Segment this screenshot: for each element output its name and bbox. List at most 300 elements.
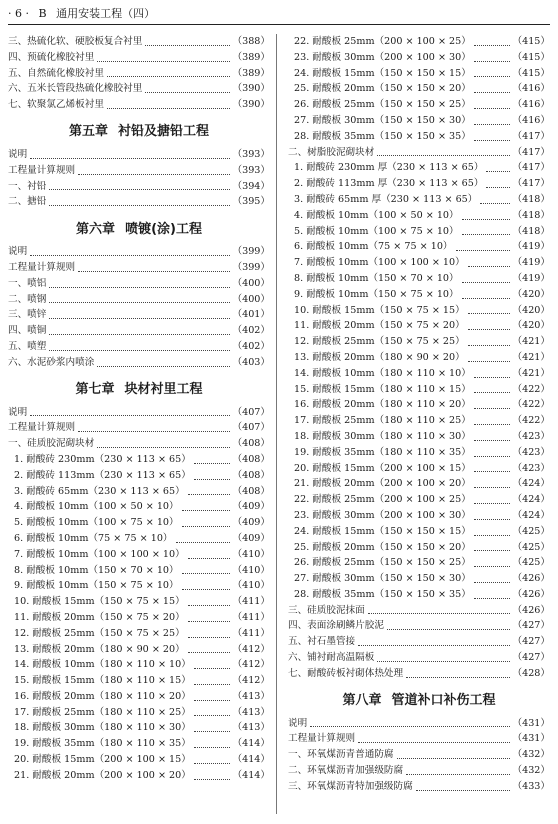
toc-subentry[interactable] <box>288 524 550 540</box>
entry-title: 二、喷钢 <box>8 293 47 305</box>
dot-leader <box>474 440 510 441</box>
toc-subentry[interactable] <box>288 571 550 587</box>
page-ref: （415） <box>512 51 550 63</box>
toc-subentry[interactable] <box>8 610 270 626</box>
dot-leader <box>30 255 229 256</box>
page-ref: （417） <box>512 146 550 158</box>
toc-entry[interactable] <box>8 405 270 421</box>
toc-subentry[interactable] <box>288 397 550 413</box>
dot-leader <box>49 350 229 351</box>
page-ref: （432） <box>512 765 550 777</box>
dot-leader <box>194 700 230 701</box>
page-ref: （424） <box>512 494 550 506</box>
entry-title: 四、表面涂刷鳞片胶泥 <box>288 620 384 632</box>
toc-subentry[interactable] <box>288 50 550 66</box>
dot-leader <box>474 535 510 536</box>
page-ref: （389） <box>232 67 270 79</box>
toc-subentry[interactable] <box>8 657 270 673</box>
toc-subentry[interactable] <box>288 34 550 50</box>
dot-leader <box>486 171 509 172</box>
toc-entry[interactable] <box>288 747 550 763</box>
toc-subentry[interactable] <box>8 515 270 531</box>
entry-title: 一、喷铝 <box>8 277 47 289</box>
dot-leader <box>97 366 229 367</box>
page-ref: （420） <box>512 304 550 316</box>
page-ref: （417） <box>512 130 550 142</box>
dot-leader <box>474 582 510 583</box>
entry-title: 一、硅质胶泥砌块材 <box>8 438 95 450</box>
entry-title: 17. 耐酸板 25mm（180 × 110 × 25） <box>294 415 471 427</box>
toc-subentry[interactable] <box>288 81 550 97</box>
page-ref: （425） <box>512 541 550 553</box>
page-header <box>8 6 550 22</box>
toc-subentry[interactable] <box>288 224 550 240</box>
toc-entry[interactable] <box>288 763 550 779</box>
entry-title: 一、环氧煤沥青普通防腐 <box>288 749 394 761</box>
page-ref: （426） <box>512 604 550 616</box>
page-ref: （422） <box>512 399 550 411</box>
entry-title: 工程量计算规则 <box>8 261 76 273</box>
entry-title: 20. 耐酸板 15mm（200 × 100 × 15） <box>294 462 471 474</box>
dot-leader <box>474 566 510 567</box>
dot-leader <box>474 92 510 93</box>
page-ref: （393） <box>232 164 270 176</box>
toc-entry[interactable] <box>8 260 270 276</box>
dot-leader <box>194 763 230 764</box>
entry-title: 11. 耐酸板 20mm（150 × 75 × 20） <box>14 611 185 623</box>
toc-subentry[interactable] <box>288 239 550 255</box>
page-ref: （416） <box>512 83 550 95</box>
entry-title: 2. 耐酸砖 113mm（230 × 113 × 65） <box>14 469 191 481</box>
entry-title: 5. 耐酸板 10mm（100 × 75 × 10） <box>14 517 179 529</box>
page-ref: （408） <box>232 438 270 450</box>
page-ref: （411） <box>232 596 270 608</box>
entry-title: 六、铺衬耐高温隔板 <box>288 652 375 664</box>
entry-title: 26. 耐酸板 25mm（150 × 150 × 25） <box>294 557 471 569</box>
entry-title: 6. 耐酸板 10mm（75 × 75 × 10） <box>294 241 453 253</box>
entry-title: 18. 耐酸板 30mm（180 × 110 × 30） <box>14 722 191 734</box>
toc-subentry[interactable] <box>288 287 550 303</box>
page-ref: （407） <box>232 422 270 434</box>
entry-title: 二、树脂胶泥砌块材 <box>288 146 375 158</box>
entry-title: 17. 耐酸板 25mm（180 × 110 × 25） <box>14 706 191 718</box>
dot-leader <box>377 661 509 662</box>
page-ref: （413） <box>232 722 270 734</box>
entry-title: 21. 耐酸板 20mm（200 × 100 × 20） <box>294 478 471 490</box>
toc-subentry[interactable] <box>8 673 270 689</box>
toc-entry[interactable] <box>8 339 270 355</box>
dot-leader <box>97 61 229 62</box>
entry-title: 11. 耐酸板 20mm（150 × 75 × 20） <box>294 320 465 332</box>
toc-entry[interactable] <box>8 276 270 292</box>
dot-leader <box>194 747 230 748</box>
dot-leader <box>474 124 510 125</box>
toc-left-column <box>8 34 270 784</box>
volume-mark: B <box>38 7 47 20</box>
entry-title: 六、五米长管段热硫化橡胶衬里 <box>8 83 143 95</box>
page-ref: （415） <box>512 67 550 79</box>
dot-leader <box>468 345 510 346</box>
toc-subentry[interactable] <box>288 318 550 334</box>
entry-title: 工程量计算规则 <box>288 733 356 745</box>
entry-title: 五、喷塑 <box>8 340 47 352</box>
page-ref: （419） <box>512 257 550 269</box>
toc-subentry[interactable] <box>288 429 550 445</box>
toc-entry[interactable] <box>8 34 270 50</box>
entry-title: 25. 耐酸板 20mm（150 × 150 × 20） <box>294 83 471 95</box>
dot-leader <box>49 205 229 206</box>
toc-subentry[interactable] <box>8 594 270 610</box>
toc-entry[interactable] <box>288 603 550 619</box>
entry-title: 13. 耐酸板 20mm（180 × 90 × 20） <box>294 351 465 363</box>
entry-title: 15. 耐酸板 15mm（180 × 110 × 15） <box>294 383 471 395</box>
toc-entry[interactable] <box>8 307 270 323</box>
toc-entry[interactable] <box>8 66 270 82</box>
dot-leader <box>462 219 510 220</box>
chapter-heading <box>8 210 270 244</box>
toc-entry[interactable] <box>8 97 270 113</box>
toc-entry[interactable] <box>288 716 550 732</box>
toc-subentry[interactable] <box>288 555 550 571</box>
dot-leader <box>49 334 229 335</box>
entry-title: 10. 耐酸板 15mm（150 × 75 × 15） <box>14 596 185 608</box>
entry-title: 27. 耐酸板 30mm（150 × 150 × 30） <box>294 573 471 585</box>
dot-leader <box>468 361 510 362</box>
toc-subentry[interactable] <box>288 303 550 319</box>
toc-subentry[interactable] <box>288 461 550 477</box>
toc-subentry[interactable] <box>288 160 550 176</box>
dot-leader <box>406 774 509 775</box>
entry-title: 2. 耐酸砖 113mm 厚（230 × 113 × 65） <box>294 178 484 190</box>
toc-entry[interactable] <box>8 292 270 308</box>
dot-leader <box>182 526 230 527</box>
entry-title: 12. 耐酸板 25mm（150 × 75 × 25） <box>14 627 185 639</box>
page-ref: （423） <box>512 462 550 474</box>
toc-subentry[interactable] <box>288 97 550 113</box>
page-number: · 6 · <box>8 7 29 20</box>
dot-leader <box>49 287 229 288</box>
page-ref: （390） <box>232 99 270 111</box>
toc-entry[interactable] <box>8 81 270 97</box>
page-ref: （407） <box>232 406 270 418</box>
entry-title: 24. 耐酸板 15mm（150 × 150 × 15） <box>294 525 471 537</box>
toc-entry[interactable] <box>8 50 270 66</box>
page-ref: （413） <box>232 690 270 702</box>
toc-entry[interactable] <box>8 194 270 210</box>
toc-subentry[interactable] <box>8 452 270 468</box>
dot-leader <box>474 456 510 457</box>
toc-subentry[interactable] <box>8 484 270 500</box>
toc-right-column <box>288 34 550 795</box>
toc-subentry[interactable] <box>8 626 270 642</box>
page-ref: （408） <box>232 453 270 465</box>
dot-leader <box>194 479 230 480</box>
chapter-heading <box>288 682 550 716</box>
toc-entry[interactable] <box>288 666 550 682</box>
chapter-number: 第五章 <box>68 124 108 140</box>
toc-subentry[interactable] <box>8 578 270 594</box>
page-ref: （395） <box>232 196 270 208</box>
entry-title: 五、自然硫化橡胶衬里 <box>8 67 104 79</box>
chapter-heading <box>8 371 270 405</box>
dot-leader <box>188 558 230 559</box>
dot-leader <box>176 542 230 543</box>
dot-leader <box>194 779 230 780</box>
dot-leader <box>194 463 230 464</box>
page-ref: （418） <box>512 225 550 237</box>
page-ref: （428） <box>512 667 550 679</box>
page-ref: （422） <box>512 383 550 395</box>
page-ref: （410） <box>232 564 270 576</box>
toc-subentry[interactable] <box>8 547 270 563</box>
dot-leader <box>30 415 229 416</box>
dot-leader <box>358 645 509 646</box>
dot-leader <box>474 503 510 504</box>
entry-title: 1. 耐酸砖 230mm（230 × 113 × 65） <box>14 453 191 465</box>
page-ref: （423） <box>512 446 550 458</box>
entry-title: 四、预硫化橡胶衬里 <box>8 51 95 63</box>
dot-leader <box>462 234 510 235</box>
toc-subentry[interactable] <box>288 587 550 603</box>
page-ref: （388） <box>232 36 270 47</box>
dot-leader <box>474 108 510 109</box>
toc-subentry[interactable] <box>8 468 270 484</box>
dot-leader <box>474 424 510 425</box>
page-ref: （419） <box>512 241 550 253</box>
dot-leader <box>188 637 230 638</box>
page-ref: （418） <box>512 193 550 205</box>
toc-subentry[interactable] <box>8 531 270 547</box>
dot-leader <box>49 189 229 190</box>
dot-leader <box>310 726 509 727</box>
dot-leader <box>182 573 230 574</box>
page-ref: （417） <box>512 178 550 190</box>
page-ref: （433） <box>512 780 550 792</box>
entry-title: 四、喷铜 <box>8 325 47 337</box>
chapter-number: 第七章 <box>75 382 115 398</box>
dot-leader <box>145 92 229 93</box>
toc-entry[interactable] <box>288 618 550 634</box>
header-rule <box>8 24 550 25</box>
toc-subentry[interactable] <box>288 192 550 208</box>
page-ref: （412） <box>232 659 270 671</box>
dot-leader <box>188 621 230 622</box>
dot-leader <box>107 76 230 77</box>
page-ref: （421） <box>512 351 550 363</box>
entry-title: 7. 耐酸板 10mm（100 × 100 × 10） <box>294 257 465 269</box>
toc-subentry[interactable] <box>288 366 550 382</box>
entry-title: 8. 耐酸板 10mm（150 × 70 × 10） <box>14 564 179 576</box>
toc-entry[interactable] <box>8 163 270 179</box>
entry-title: 9. 耐酸板 10mm（150 × 75 × 10） <box>294 288 459 300</box>
toc-subentry[interactable] <box>8 499 270 515</box>
dot-leader <box>387 629 510 630</box>
toc-subentry[interactable] <box>8 705 270 721</box>
entry-title: 1. 耐酸砖 230mm 厚（230 × 113 × 65） <box>294 162 484 174</box>
toc-entry[interactable] <box>288 779 550 795</box>
entry-title: 23. 耐酸板 30mm（200 × 100 × 30） <box>294 509 471 521</box>
toc-entry[interactable] <box>8 436 270 452</box>
toc-entry[interactable] <box>288 634 550 650</box>
toc-subentry[interactable] <box>288 334 550 350</box>
dot-leader <box>49 318 229 319</box>
dot-leader <box>78 431 229 432</box>
dot-leader <box>468 266 510 267</box>
entry-title: 15. 耐酸板 15mm（180 × 110 × 15） <box>14 675 191 687</box>
toc-subentry[interactable] <box>288 129 550 145</box>
toc-subentry[interactable] <box>288 176 550 192</box>
entry-title: 14. 耐酸板 10mm（180 × 110 × 10） <box>14 659 191 671</box>
dot-leader <box>49 302 229 303</box>
entry-title: 6. 耐酸板 10mm（75 × 75 × 10） <box>14 532 173 544</box>
toc-entry[interactable] <box>8 179 270 195</box>
toc-entry[interactable] <box>288 731 550 747</box>
dot-leader <box>182 589 230 590</box>
page-ref: （416） <box>512 99 550 111</box>
page-ref: （403） <box>232 356 270 368</box>
dot-leader <box>474 392 510 393</box>
dot-leader <box>462 282 510 283</box>
entry-title: 3. 耐酸砖 65mm 厚（230 × 113 × 65） <box>294 193 478 205</box>
chapter-number: 第六章 <box>76 221 116 237</box>
entry-title: 16. 耐酸板 20mm（180 × 110 × 20） <box>14 690 191 702</box>
toc-entry[interactable] <box>288 145 550 161</box>
toc-subentry[interactable] <box>8 736 270 752</box>
chapter-title: 喷镀(涂)工程 <box>125 221 202 237</box>
toc-subentry[interactable] <box>288 445 550 461</box>
entry-title: 七、软聚氯乙烯板衬里 <box>8 99 104 111</box>
entry-title: 三、喷锌 <box>8 309 47 321</box>
page-ref: （424） <box>512 478 550 490</box>
page-ref: （394） <box>232 180 270 192</box>
toc-subentry[interactable] <box>288 508 550 524</box>
page-ref: （410） <box>232 580 270 592</box>
toc-subentry[interactable] <box>8 689 270 705</box>
dot-leader <box>30 158 229 159</box>
dot-leader <box>474 76 510 77</box>
dot-leader <box>486 187 509 188</box>
toc-entry[interactable] <box>288 650 550 666</box>
dot-leader <box>377 155 509 156</box>
toc-subentry[interactable] <box>288 476 550 492</box>
toc-entry[interactable] <box>8 244 270 260</box>
toc-entry[interactable] <box>8 323 270 339</box>
book-title: 通用安装工程（四） <box>56 7 156 20</box>
toc-subentry[interactable] <box>288 255 550 271</box>
entry-title: 三、环氧煤沥青特加强级防腐 <box>288 780 413 792</box>
toc-subentry[interactable] <box>288 66 550 82</box>
toc-subentry[interactable] <box>288 382 550 398</box>
toc-subentry[interactable] <box>8 752 270 768</box>
page-ref: （427） <box>512 636 550 648</box>
toc-entry[interactable] <box>8 355 270 371</box>
dot-leader <box>107 108 230 109</box>
entry-title: 七、耐酸砖板衬砌体热处理 <box>288 667 404 679</box>
toc-subentry[interactable] <box>288 350 550 366</box>
dot-leader <box>456 250 510 251</box>
page-ref: （414） <box>232 754 270 766</box>
dot-leader <box>480 203 509 204</box>
page-ref: （415） <box>512 36 550 47</box>
dot-leader <box>194 668 230 669</box>
entry-title: 9. 耐酸板 10mm（150 × 75 × 10） <box>14 580 179 592</box>
page-ref: （402） <box>232 340 270 352</box>
page-ref: （390） <box>232 83 270 95</box>
page-ref: （410） <box>232 548 270 560</box>
toc-subentry[interactable] <box>288 540 550 556</box>
toc-subentry[interactable] <box>288 492 550 508</box>
page-ref: （425） <box>512 557 550 569</box>
entry-title: 三、硅质胶泥抹面 <box>288 604 365 616</box>
dot-leader <box>474 377 510 378</box>
page-ref: （432） <box>512 749 550 761</box>
chapter-title: 衬铅及搪铅工程 <box>118 124 210 140</box>
entry-title: 26. 耐酸板 25mm（150 × 150 × 25） <box>294 99 471 111</box>
entry-title: 14. 耐酸板 10mm（180 × 110 × 10） <box>294 367 471 379</box>
page-ref: （431） <box>512 733 550 745</box>
entry-title: 28. 耐酸板 35mm（150 × 150 × 35） <box>294 588 471 600</box>
toc-subentry[interactable] <box>288 208 550 224</box>
toc-subentry[interactable] <box>288 113 550 129</box>
entry-title: 说明 <box>8 406 28 418</box>
entry-title: 二、环氧煤沥青加强级防腐 <box>288 765 404 777</box>
page-ref: （409） <box>232 532 270 544</box>
dot-leader <box>462 298 510 299</box>
chapter-number: 第八章 <box>342 693 382 709</box>
toc-subentry[interactable] <box>8 768 270 784</box>
dot-leader <box>188 652 230 653</box>
dot-leader <box>468 329 510 330</box>
page-ref: （419） <box>512 272 550 284</box>
entry-title: 4. 耐酸板 10mm（100 × 50 × 10） <box>14 501 179 513</box>
toc-subentry[interactable] <box>288 271 550 287</box>
page-ref: （426） <box>512 573 550 585</box>
entry-title: 24. 耐酸板 15mm（150 × 150 × 15） <box>294 67 471 79</box>
entry-title: 28. 耐酸板 35mm（150 × 150 × 35） <box>294 130 471 142</box>
dot-leader <box>78 271 229 272</box>
chapter-heading <box>8 113 270 147</box>
dot-leader <box>368 613 510 614</box>
dot-leader <box>358 742 509 743</box>
toc-subentry[interactable] <box>288 413 550 429</box>
page-ref: （427） <box>512 652 550 664</box>
dot-leader <box>474 487 510 488</box>
column-divider <box>276 34 277 814</box>
page-ref: （417） <box>512 162 550 174</box>
page-ref: （420） <box>512 320 550 332</box>
toc-subentry[interactable] <box>8 720 270 736</box>
toc-entry[interactable] <box>8 420 270 436</box>
toc-subentry[interactable] <box>8 642 270 658</box>
entry-title: 19. 耐酸板 35mm（180 × 110 × 35） <box>14 738 191 750</box>
page-ref: （414） <box>232 738 270 750</box>
entry-title: 20. 耐酸板 15mm（200 × 100 × 15） <box>14 754 191 766</box>
dot-leader <box>194 715 230 716</box>
dot-leader <box>474 519 510 520</box>
page-ref: （414） <box>232 769 270 781</box>
toc-entry[interactable] <box>8 147 270 163</box>
dot-leader <box>416 790 510 791</box>
entry-title: 说明 <box>8 246 28 258</box>
entry-title: 工程量计算规则 <box>8 164 76 176</box>
page-ref: （399） <box>232 261 270 273</box>
dot-leader <box>145 45 229 46</box>
page-ref: （420） <box>512 288 550 300</box>
toc-subentry[interactable] <box>8 563 270 579</box>
dot-leader <box>406 677 509 678</box>
page-ref: （412） <box>232 675 270 687</box>
dot-leader <box>188 494 230 495</box>
